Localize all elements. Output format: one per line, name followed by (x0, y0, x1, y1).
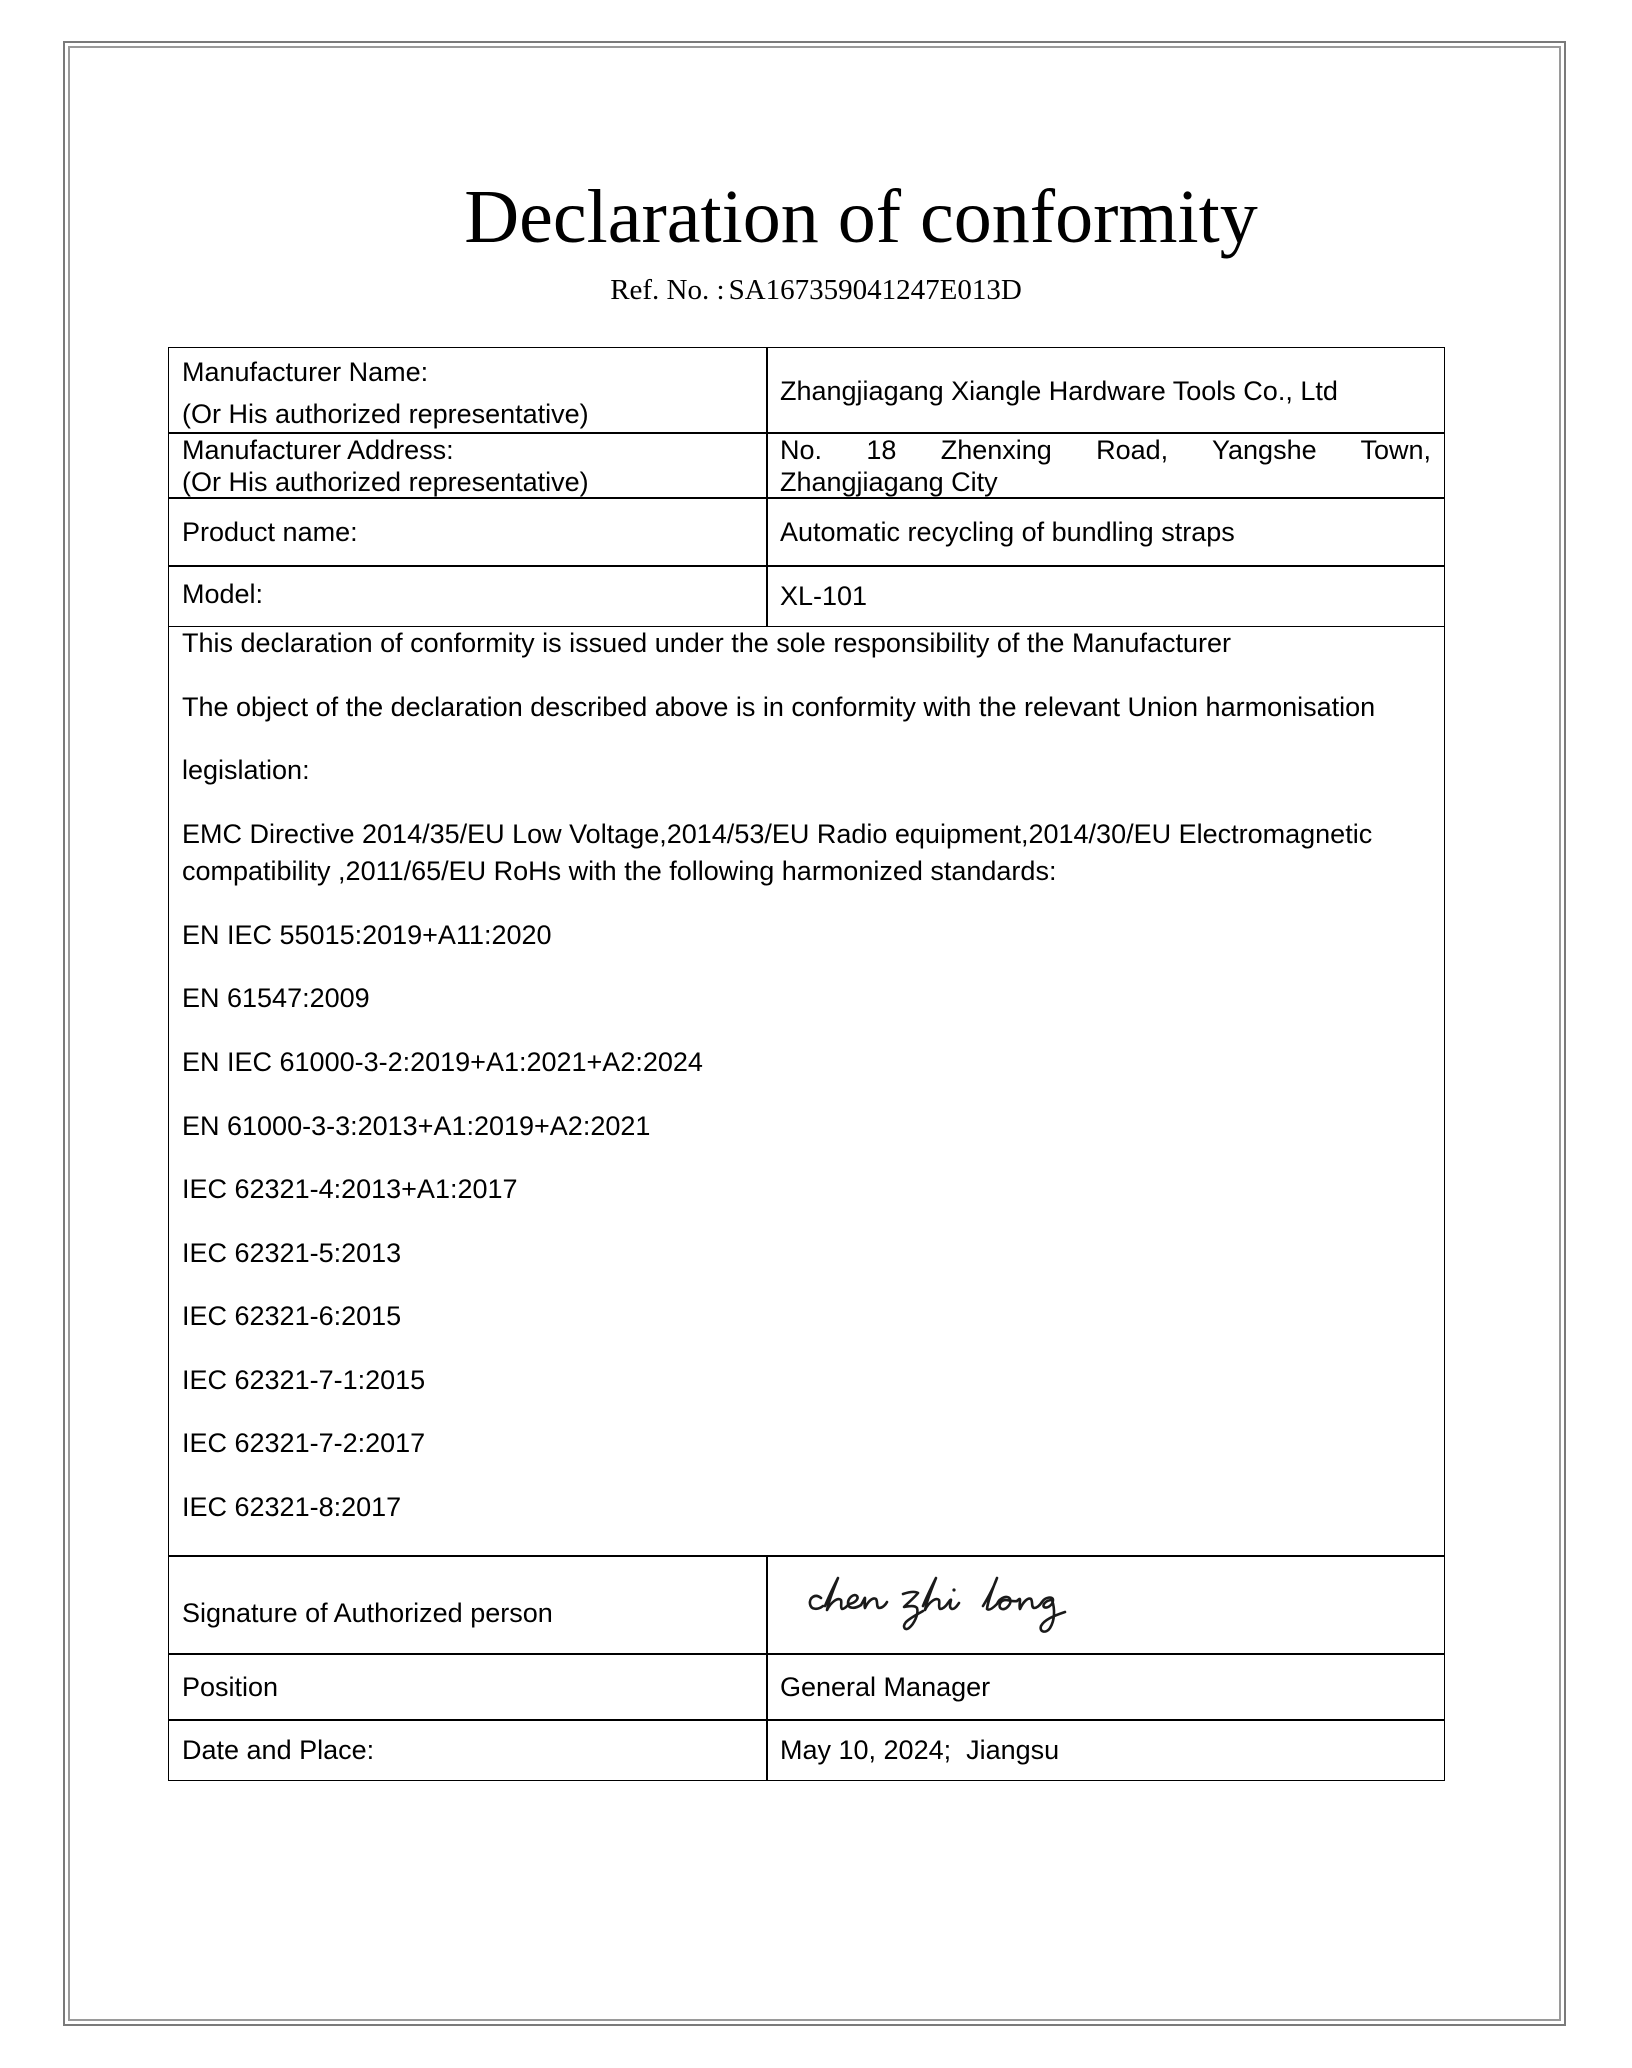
signature-label: Signature of Authorized person (182, 1598, 553, 1628)
standard-item: EN IEC 61000-3-2:2019+A1:2021+A2:2024 (182, 1047, 703, 1077)
manufacturer-address-line1: No. 18 Zhenxing Road, Yangshe Town, (780, 434, 1431, 465)
date-place-label: Date and Place: (182, 1735, 375, 1765)
model-value: XL-101 (780, 581, 868, 611)
standard-item: IEC 62321-4:2013+A1:2017 (182, 1174, 518, 1204)
date-place-value-cell (766, 1719, 1445, 1781)
standard-item: IEC 62321-7-2:2017 (182, 1428, 426, 1458)
standard-item: IEC 62321-7-1:2015 (182, 1365, 426, 1395)
position-label: Position (182, 1672, 279, 1702)
manufacturer-name-sublabel: (Or His authorized representative) (182, 398, 589, 429)
standard-item: EN 61547:2009 (182, 983, 370, 1013)
standard-item: EN 61000-3-3:2013+A1:2019+A2:2021 (182, 1111, 651, 1141)
model-label-cell (168, 565, 768, 627)
manufacturer-address-label: Manufacturer Address: (182, 434, 454, 465)
product-name-value: Automatic recycling of bundling straps (780, 517, 1235, 547)
manufacturer-address-value-cell (766, 432, 1445, 499)
directives-line-1: EMC Directive 2014/35/EU Low Voltage,2014/53/EU Radio equipment,2014/30/EU Electromagnetic (182, 819, 1373, 849)
model-label: Model: (182, 579, 264, 609)
manufacturer-address-line2: Zhangjiagang City (780, 466, 998, 497)
declaration-line-3: legislation: (182, 755, 310, 785)
product-name-label-cell (168, 497, 768, 567)
manufacturer-address-sublabel: (Or His authorized representative) (182, 466, 589, 497)
signature-value-cell (766, 1555, 1445, 1655)
product-name-value-cell (766, 497, 1445, 567)
manufacturer-name-value-cell (766, 347, 1445, 434)
handwritten-signature (807, 1572, 1087, 1642)
standard-item: IEC 62321-8:2017 (182, 1492, 402, 1522)
date-place-value: May 10, 2024; Jiangsu (780, 1735, 1060, 1765)
ref-value: SA167359041247E013D (728, 274, 1022, 306)
directives-line-2: compatibility ,2011/65/EU RoHs with the following harmonized standards: (182, 856, 1057, 886)
position-value: General Manager (780, 1672, 991, 1702)
position-label-cell (168, 1653, 768, 1721)
declaration-table (168, 347, 1445, 1782)
standard-item: IEC 62321-6:2015 (182, 1301, 402, 1331)
signature-label-cell (168, 1555, 768, 1655)
standard-item: IEC 62321-5:2013 (182, 1238, 402, 1268)
product-name-label: Product name: (182, 517, 358, 547)
manufacturer-name-label-cell (168, 347, 768, 434)
declaration-line-2: The object of the declaration described above is in conformity with the relevant Union harmonisation (182, 692, 1376, 722)
standard-item: EN IEC 55015:2019+A11:2020 (182, 920, 552, 950)
date-place-label-cell (168, 1719, 768, 1781)
reference-number (0, 272, 1632, 308)
manufacturer-name-label: Manufacturer Name: (182, 356, 429, 387)
manufacturer-address-label-cell (168, 432, 768, 499)
model-value-cell (766, 565, 1445, 627)
declaration-body (168, 627, 1445, 1557)
document-title: Declaration of conformity (464, 175, 1258, 259)
declaration-line-1: This declaration of conformity is issued under the sole responsibility of the Manufacturer (182, 628, 1232, 658)
ref-label: Ref. No. : (610, 274, 725, 306)
manufacturer-name-value: Zhangjiagang Xiangle Hardware Tools Co., Ltd (780, 375, 1338, 406)
position-value-cell (766, 1653, 1445, 1721)
